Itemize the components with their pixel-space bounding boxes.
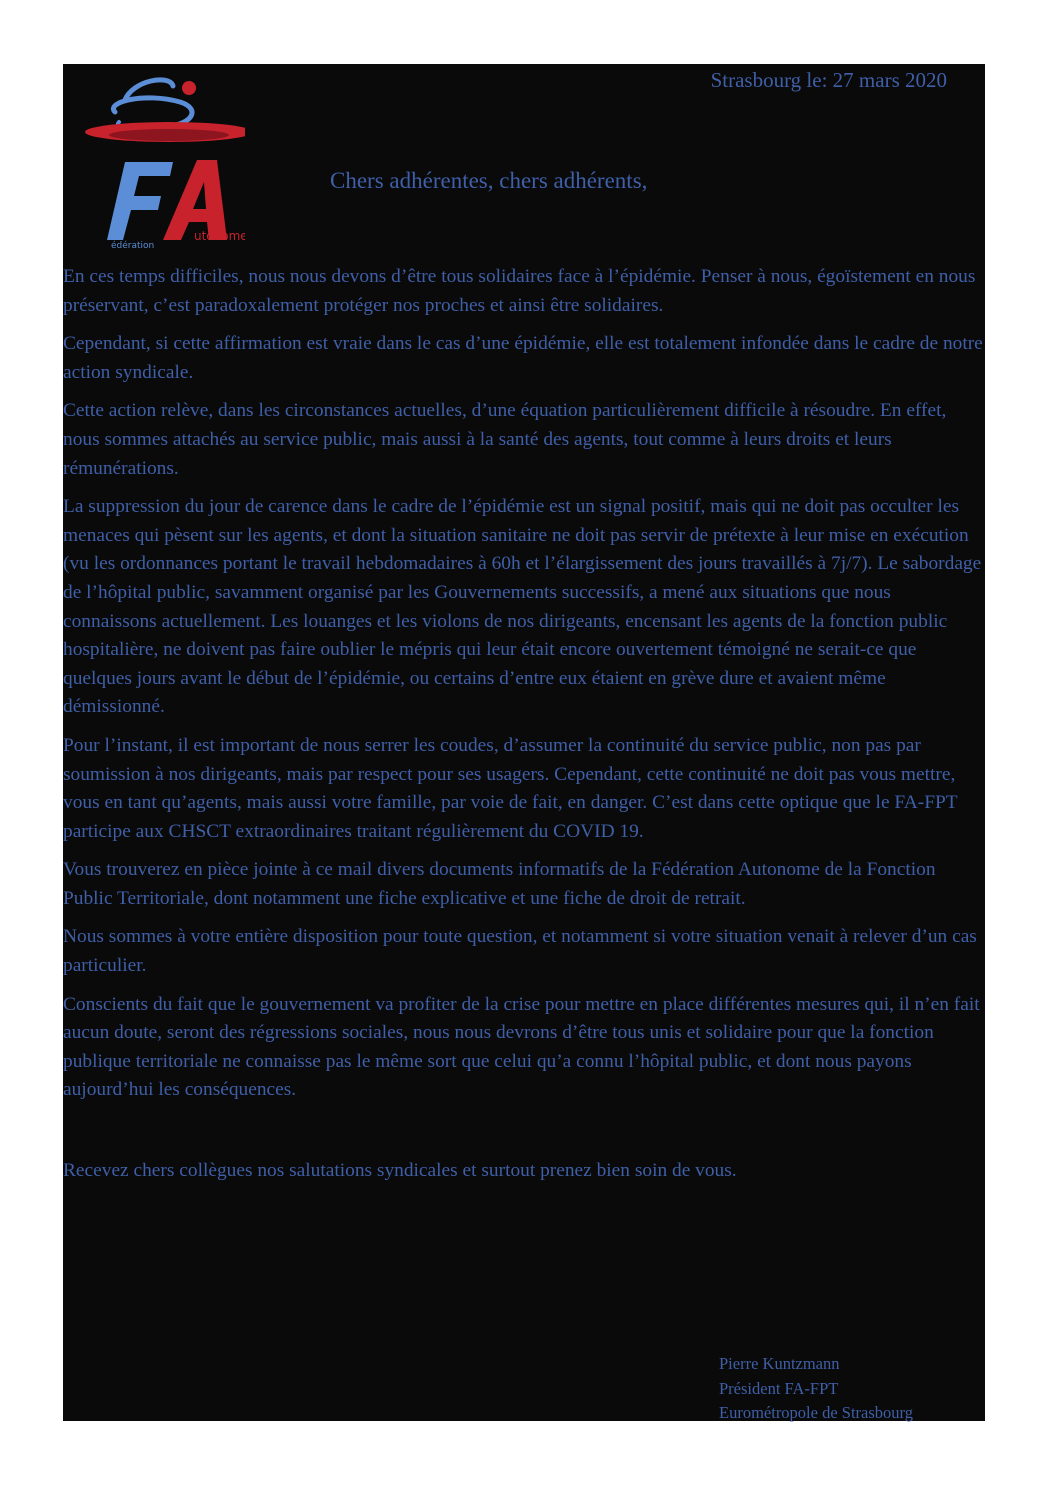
signer-role: Président FA-FPT — [719, 1378, 839, 1398]
logo-word-autonome: utonome — [194, 229, 245, 243]
fa-logo — [85, 72, 245, 252]
fa-logo-graphic — [85, 72, 245, 252]
signer-name: Pierre Kuntzmann — [719, 1354, 840, 1373]
paragraph: Pour l’instant, il est important de nous serrer les coudes, d’assumer la continuité du service public, non pas par soumission à nos dirigeants, mais par respect pour ses usagers. Cependant, cette continuité ne doit pas vous mettre, vous en tant qu’agents, mais aussi votre famille, par voie de fait, en danger. C’est dans cette optique que le FA-FPT participe aux CHSCT extraordinaires traitant régulièrement du COVID 19. — [63, 734, 958, 842]
paragraph: Cependant, si cette affirmation est vraie dans le cas d’une épidémie, elle est totalement infondée dans le cadre de notre action syndicale. — [63, 333, 983, 383]
closing-line: Recevez chers collègues nos salutations syndicales et surtout prenez bien soin de vous. — [63, 1160, 737, 1182]
paragraph: Vous trouverez en pièce jointe à ce mail divers documents informatifs de la Fédération Autonome de la Fonction Public Territoriale, dont notamment une fiche explicative et une fiche de droit de retrait. — [63, 859, 936, 909]
letter-body — [63, 263, 987, 1196]
logo-word-federation: édération — [111, 241, 155, 251]
signature-block — [719, 1352, 913, 1426]
letter-date: Strasbourg le: 27 mars 2020 — [710, 68, 947, 92]
paragraph: Cette action relève, dans les circonstances actuelles, d’une équation particulièrement difficile à résoudre. En effet, nous sommes attachés au service public, mais aussi à la santé des agents, tout comme à leurs droits et leurs rémunérations. — [63, 400, 947, 479]
paragraph: Conscients du fait que le gouvernement va profiter de la crise pour mettre en place différentes mesures qui, il n’en fait aucun doute, seront des régressions sociales, nous nous devrons d’être tous unis et solidaire pour que la fonction publique territoriale ne connaisse pas le même sort que celui qu’a connu l’hôpital public, et dont nous payons aujourd’hui les conséquences. — [63, 993, 980, 1101]
letter-page — [63, 64, 985, 1421]
salutation: Chers adhérentes, chers adhérents, — [330, 168, 648, 193]
paragraph: La suppression du jour de carence dans le cadre de l’épidémie est un signal positif, mais qui ne doit pas occulter les menaces qui pèsent sur les agents, et dont la situation sanitaire ne doit pas servir de prétexte à leur mise en exécution (vu les ordonnances portant le travail hebdomadaires à 60h et l’élargissement des jours travaillés à 7j/7). Le sabordage de l’hôpital public, savamment organisé par les Gouvernements successifs, a mené aux situations que nous connaissons actuellement. Les louanges et les violons de nos dirigeants, encensant les agents de la fonction public hospitalière, ne doivent pas faire oublier le mépris qui leur était encore ouvertement témoigné ne serait-ce que quelques jours avant le début de l’épidémie, ou certains d’entre eux étaient en grève dure et avaient même démissionné. — [63, 496, 982, 718]
signer-place: Eurométropole de Strasbourg — [719, 1403, 913, 1422]
paragraph: En ces temps difficiles, nous nous devons d’être tous solidaires face à l’épidémie. Penser à nous, égoïstement en nous préservant, c’est paradoxalement protéger nos proches et ainsi être solidaires. — [63, 266, 976, 316]
paragraph: Nous sommes à votre entière disposition pour toute question, et notamment si votre situation venait à relever d’un cas particulier. — [63, 926, 977, 977]
